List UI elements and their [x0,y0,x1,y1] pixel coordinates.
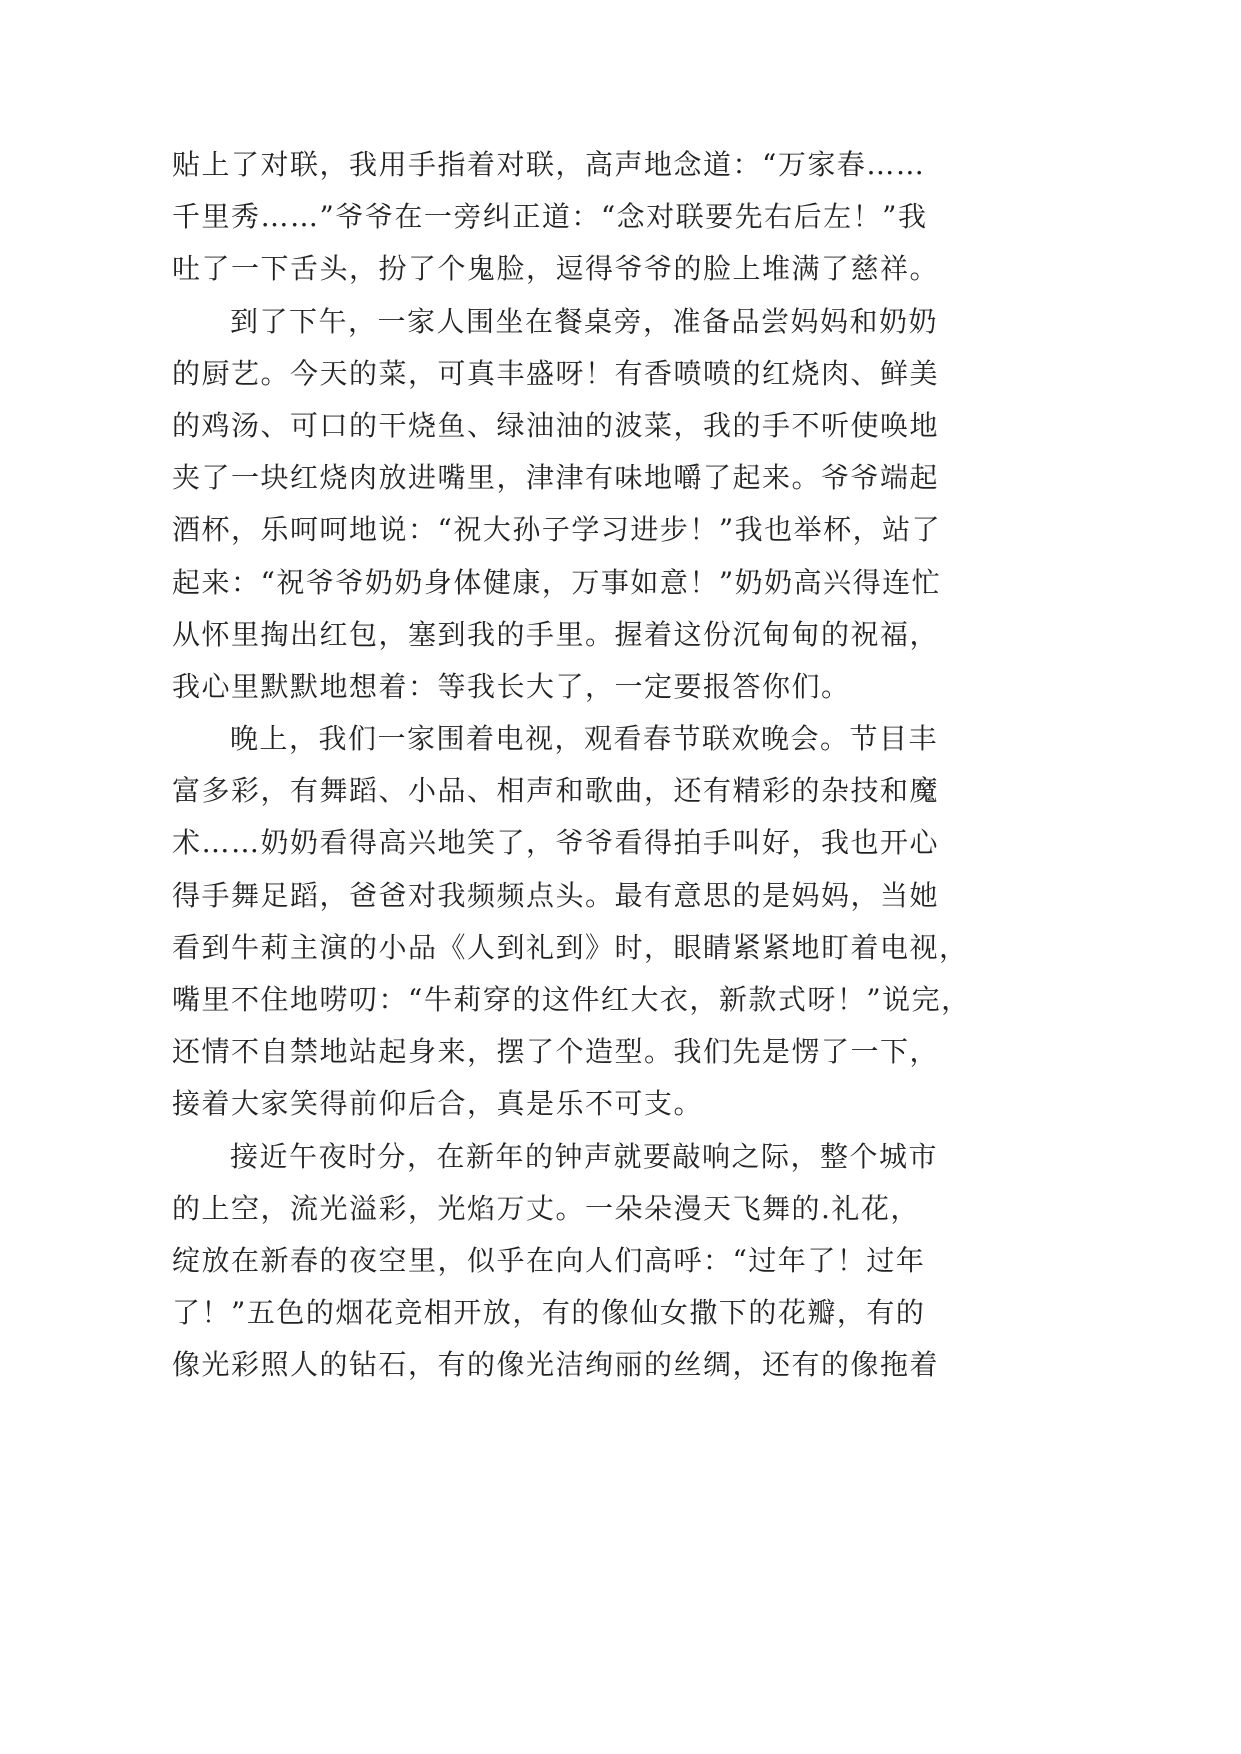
text-line: 吐了一下舌头，扮了个鬼脸，逗得爷爷的脸上堆满了慈祥。 [172,252,940,286]
paragraph [172,296,972,714]
text-line: 起来：“祝爷爷奶奶身体健康，万事如意！”奶奶高兴得连忙 [172,565,942,599]
paragraph [172,713,972,1131]
text-line: 接近午夜时分，在新年的钟声就要敲响之际，整个城市 [230,1139,939,1173]
paragraph [172,1131,972,1392]
text-line: 了！”五色的烟花竞相开放，有的像仙女撒下的花瓣，有的 [172,1296,926,1330]
text-line: 的厨艺。今天的菜，可真丰盛呀！有香喷喷的红烧肉、鲜美 [172,356,940,390]
text-line: 千里秀……”爷爷在一旁纠正道：“念对联要先右后左！”我 [172,200,928,234]
paragraph [172,139,972,296]
text-line: 富多彩，有舞蹈、小品、相声和歌曲，还有精彩的杂技和魔 [172,774,940,808]
text-line: 晚上，我们一家围着电视，观看春节联欢晚会。节目丰 [230,722,939,756]
text-line: 从怀里掏出红包，塞到我的手里。握着这份沉甸甸的祝福， [172,617,940,651]
text-line: 我心里默默地想着：等我长大了，一定要报答你们。 [172,669,851,703]
text-line: 绽放在新春的夜空里，似乎在向人们高呼：“过年了！过年 [172,1243,926,1277]
text-line: 到了下午，一家人围坐在餐桌旁，准备品尝妈妈和奶奶 [230,304,939,338]
text-line: 的鸡汤、可口的干烧鱼、绿油油的波菜，我的手不听使唤地 [172,408,940,442]
text-line: 看到牛莉主演的小品《人到礼到》时，眼睛紧紧地盯着电视， [172,930,969,964]
text-line: 的上空，流光溢彩，光焰万丈。一朵朵漫天飞舞的.礼花， [172,1191,920,1225]
text-line: 夹了一块红烧肉放进嘴里，津津有味地嚼了起来。爷爷端起 [172,461,940,495]
text-line: 像光彩照人的钻石，有的像光洁绚丽的丝绸，还有的像拖着 [172,1348,940,1382]
text-line: 贴上了对联，我用手指着对联，高声地念道：“万家春…… [172,148,926,181]
text-line: 术……奶奶看得高兴地笑了，爷爷看得拍手叫好，我也开心 [172,826,940,860]
body-text [172,139,972,1392]
text-line: 接着大家笑得前仰后合，真是乐不可支。 [172,1087,704,1121]
text-line: 还情不自禁地站起身来，摆了个造型。我们先是愣了一下， [172,1035,940,1069]
text-line: 酒杯，乐呵呵地说：“祝大孙子学习进步！”我也举杯，站了 [172,513,942,547]
text-line: 嘴里不住地唠叨：“牛莉穿的这件红大衣，新款式呀！”说完， [172,983,971,1016]
text-line: 得手舞足蹈，爸爸对我频频点头。最有意思的是妈妈，当她 [172,878,940,912]
